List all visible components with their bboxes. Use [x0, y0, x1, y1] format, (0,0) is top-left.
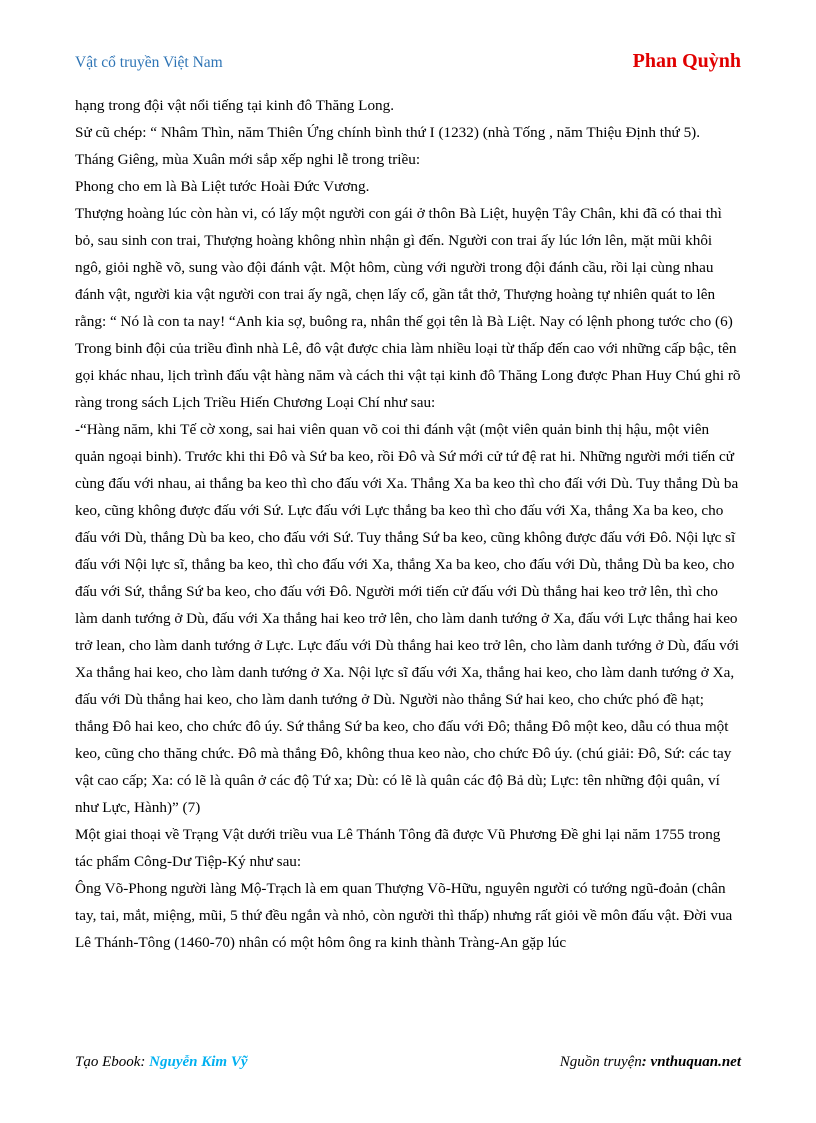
page-content: [75, 92, 741, 956]
ebook-credit: [75, 1054, 248, 1071]
page-footer: [75, 1054, 741, 1071]
paragraph: Thượng hoàng lúc còn hàn vi, có lấy một người con gái ở thôn Bà Liệt, huyện Tây Chân, khi đã có thai thì bỏ, sau sinh con trai, Thượng hoàng không nhìn nhận gì đến. Người con trai ấy lúc lớn lên, mặt mũi khôi ngô, giỏi nghề võ, sung vào đội đánh vật. Một hôm, cùng với người trong đội đánh cầu, rồi lại cùng nhau đánh vật, người kia vật người con trai ấy ngã, chẹn lấy cổ, gần tắt thở, Thượng hoàng tự nhiên quát to lên rằng: “ Nó là con ta nay! “Anh kia sợ, buông ra, nhân thế gọi tên là Bà Liệt. Nay có lệnh phong tước cho (6): [75, 205, 733, 330]
source-separator: :: [641, 1054, 651, 1070]
page-header: [75, 50, 741, 76]
paragraph: Sử cũ chép: “ Nhâm Thìn, năm Thiên Ứng chính bình thứ I (1232) (nhà Tống , năm Thiệu Định thứ 5). Tháng Giêng, mùa Xuân mới sắp xếp nghi lễ trong triều:: [75, 124, 701, 168]
ebook-label: Tạo Ebook: [75, 1054, 141, 1070]
paragraph: Phong cho em là Bà Liệt tước Hoài Đức Vương.: [75, 178, 370, 195]
paragraph: -“Hàng năm, khi Tế cờ xong, sai hai viên quan võ coi thi đánh vật (một viên quản binh thị hậu, một viên quản ngoại binh). Trước khi thi Đô và Sứ ba keo, rồi Đô và Sứ mới cử tứ đệ rat hi. Những người mới tiến cử cùng đấu với nhau, ai thắng ba keo thì cho đấu với Xa. Thắng Xa ba keo thì cho đấi với Dù. Tuy thắng Dù ba keo, cũng không được đấu với Sứ. Lực đấu với Lực thắng ba keo thì cho đấu với Xa, thắng Xa ba keo, cho đấu với Dù, thắng Dù ba keo, cho đấu với Sứ. Tuy thắng Sứ ba keo, cũng không được đấu với Đô. Nội lực sĩ đấu với Nội lực sĩ, thắng ba keo, thì cho đấu với Xa, thắng Xa ba keo, cho đấu với Dù, thắng Dù ba keo, cho đấu với Sứ, thắng Sứ ba keo, cho đấu với Đô. Người mới tiến cử đấu với Dù thắng hai keo trở lên, thì cho làm danh tướng ở Dù, đấu với Xa thắng hai keo trở lên, cho làm danh tướng ở Xa, đấu với Lực thắng hai keo trở lean, cho làm danh tướng ở Lực. Lực đấu với Dù thắng hai keo trở lên, cho làm danh tướng ở Dù, đấu với Xa thắng hai keo, cho làm danh tướng ở Xa. Nội lực sĩ đấu với Xa, thắng hai keo, cho làm danh tướng ở Xa, đấu với Dù thắng hai keo, cho làm danh tướng ở Dù. Người nào thắng Sứ hai keo, cho chức phó đề hạt; thắng Đô hai keo, cho chức đô úy. Sứ thắng Sứ ba keo, cho đấu với Đô; thắng Đô một keo, dẫu có thua một keo, cũng cho thăng chức. Đô mà thắng Đô, không thua keo nào, cho chức Đô úy. (chú giải: Đô, Sứ: các tay vật cao cấp; Xa: có lẽ là quân ở các độ Tứ xa; Dù: có lẽ là quân các độ Bả dù; Lực: tên những đội quân, ví như Lực, Hành)” (7): [75, 421, 740, 816]
book-title: Vật cổ truyền Việt Nam: [75, 54, 223, 71]
paragraph: hạng trong đội vật nổi tiếng tại kinh đô Thăng Long.: [75, 97, 395, 114]
paragraph: Trong binh đội của triều đình nhà Lê, đô vật được chia làm nhiều loại từ thấp đến cao với những cấp bậc, tên gọi khác nhau, lịch trình đấu vật hàng năm và cách thi vật tại kinh đô Thăng Long được Phan Huy Chú ghi rõ ràng trong sách Lịch Triều Hiến Chương Loại Chí như sau:: [75, 340, 741, 411]
source-label: Nguồn truyện: [559, 1054, 642, 1070]
ebook-separator: :: [140, 1054, 150, 1070]
source-value: vnthuquan.net: [650, 1054, 741, 1070]
paragraph: Một giai thoại về Trạng Vật dưới triều vua Lê Thánh Tông đã được Vũ Phương Đề ghi lại năm 1755 trong tác phẩm Công-Dư Tiệp-Ký như sau:: [75, 826, 721, 870]
source-credit: [560, 1054, 741, 1071]
paragraph: Ông Võ-Phong người làng Mộ-Trạch là em quan Thượng Võ-Hữu, nguyên người có tướng ngũ-đoản (chân tay, tai, mắt, miệng, mũi, 5 thứ đều ngắn và nhỏ, còn người thì thấp) nhưng rất giỏi về môn đấu vật. Đời vua Lê Thánh-Tông (1460-70) nhân có một hôm ông ra kinh thành Tràng-An gặp lúc: [75, 880, 733, 951]
header-author: Phan Quỳnh: [632, 50, 741, 72]
ebook-author: Nguyễn Kim Vỹ: [149, 1054, 248, 1070]
